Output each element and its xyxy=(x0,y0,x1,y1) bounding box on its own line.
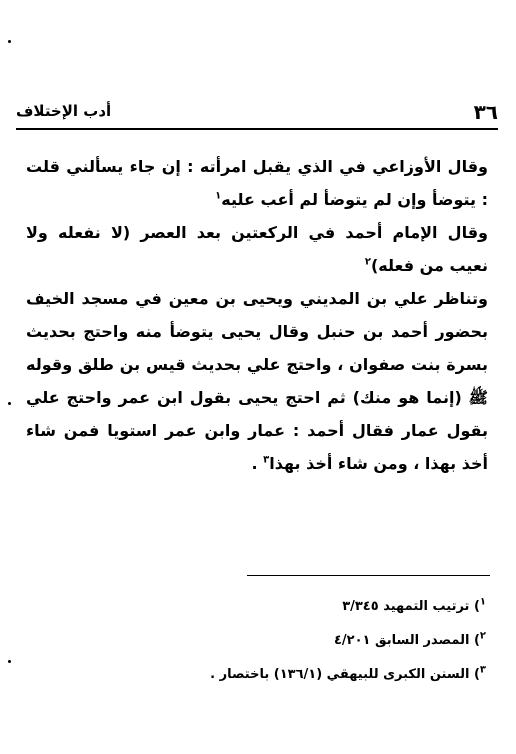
footnote-text: المصدر السابق ٤/٢٠١ xyxy=(333,633,470,648)
scan-speck xyxy=(8,402,11,405)
running-title: أدب الإختلاف xyxy=(16,102,112,120)
footnote-ref: ٢ xyxy=(364,256,371,268)
footnote-ref: ١ xyxy=(215,190,222,202)
footnote: $^١$) ترتيب التمهيد ٣/٣٤٥ xyxy=(342,596,486,614)
paragraph xyxy=(26,216,488,282)
paragraph-text: وقال الأوزاعي في الذي يقبل امرأته : إن جاء يسألني قلت : يتوضأ وإن لم يتوضأ لم أعب عليه xyxy=(26,157,488,209)
page-number: ٣٦ xyxy=(473,100,498,124)
header-rule xyxy=(16,128,498,130)
footnote: $^٣$) السنن الكبرى للبيهقي (١٣٦/١) باختصار . xyxy=(210,664,486,682)
page-header xyxy=(16,100,498,126)
footnote-marker: ٣ xyxy=(479,664,486,676)
footnote-text: السنن الكبرى للبيهقي (١٣٦/١) باختصار . xyxy=(210,667,470,682)
footnote-separator xyxy=(247,575,490,576)
paragraph-text: وقال الإمام أحمد في الركعتين بعد العصر (لا نفعله ولا نعيب من فعله) xyxy=(26,223,488,275)
scan-speck xyxy=(8,660,11,663)
paragraph xyxy=(26,150,488,216)
main-text xyxy=(26,150,488,480)
footnote-ref: ٣ xyxy=(263,454,270,466)
footnote-marker: ٢ xyxy=(479,630,486,642)
paragraph xyxy=(26,282,488,480)
scan-speck xyxy=(8,40,11,43)
paragraph-text: وتناظر علي بن المديني ويحيى بن معين في مسجد الخيف بحضور أحمد بن حنبل وقال يحيى يتوضأ منه واحتج بحديث بسرة بنت صفوان ، واحتج علي بحديث قيس بن طلق وقوله ﷺ (إنما هو منك) ثم احتج يحيى بقول ابن عمر واحتج علي بقول عمار فقال أحمد : عمار وابن عمر استويا فمن شاء أخذ بهذا ، ومن شاء أخذ بهذا xyxy=(26,289,488,473)
footnote-marker: ١ xyxy=(479,596,486,608)
footnote-text: ترتيب التمهيد ٣/٣٤٥ xyxy=(342,599,470,614)
footnote: $^٢$) المصدر السابق ٤/٢٠١ xyxy=(333,630,486,648)
footnotes xyxy=(26,590,486,692)
paragraph-end: . xyxy=(251,454,264,473)
